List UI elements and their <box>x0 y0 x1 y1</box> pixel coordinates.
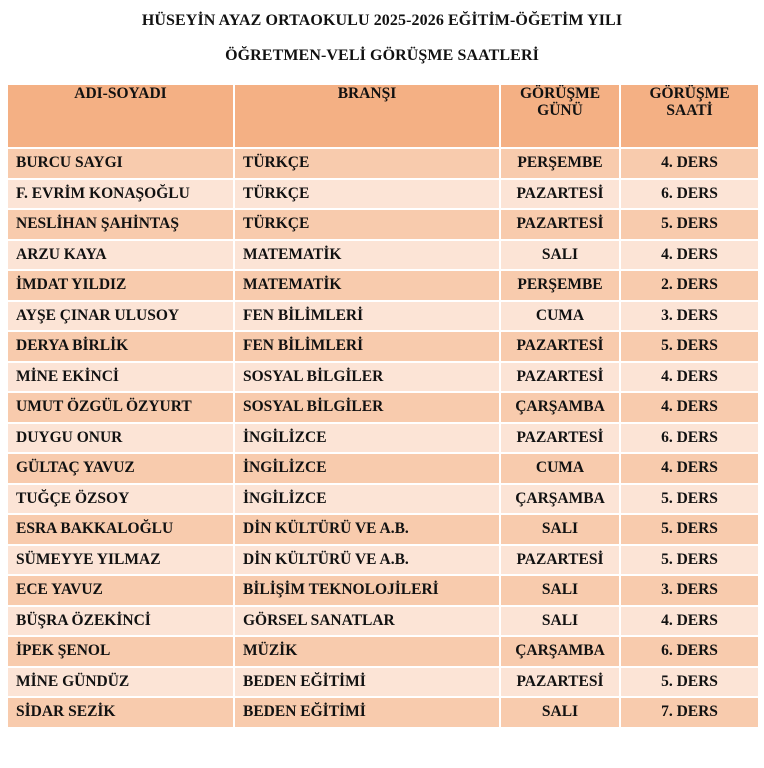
table-row <box>7 667 759 698</box>
teacher-name-cell: GÜLTAÇ YAVUZ <box>7 453 234 484</box>
table-row <box>7 697 759 728</box>
meeting-time-cell: 2. DERS <box>620 270 759 301</box>
branch-cell: DİN KÜLTÜRÜ VE A.B. <box>234 514 500 545</box>
meeting-time-cell: 4. DERS <box>620 362 759 393</box>
meeting-time-cell: 5. DERS <box>620 331 759 362</box>
meeting-time-cell: 3. DERS <box>620 575 759 606</box>
meeting-day-cell: PAZARTESİ <box>500 545 620 576</box>
meeting-time-cell: 5. DERS <box>620 514 759 545</box>
meeting-time-cell: 5. DERS <box>620 667 759 698</box>
branch-cell: İNGİLİZCE <box>234 484 500 515</box>
branch-cell: BEDEN EĞİTİMİ <box>234 697 500 728</box>
meeting-time-cell: 4. DERS <box>620 148 759 179</box>
teacher-name-cell: BURCU SAYGI <box>7 148 234 179</box>
column-header-day <box>500 84 620 148</box>
table-row <box>7 575 759 606</box>
branch-cell: TÜRKÇE <box>234 148 500 179</box>
meeting-day-cell: PERŞEMBE <box>500 270 620 301</box>
teacher-name-cell: ECE YAVUZ <box>7 575 234 606</box>
teacher-name-cell: MİNE GÜNDÜZ <box>7 667 234 698</box>
column-header-name <box>7 84 234 148</box>
table-row <box>7 545 759 576</box>
meeting-time-cell: 5. DERS <box>620 484 759 515</box>
meeting-day-cell: SALI <box>500 606 620 637</box>
meeting-day-cell: PAZARTESİ <box>500 667 620 698</box>
meeting-day-cell: PAZARTESİ <box>500 423 620 454</box>
table-row <box>7 270 759 301</box>
meeting-time-cell: 5. DERS <box>620 545 759 576</box>
column-header-time-line2: SAATİ <box>666 102 713 119</box>
teacher-name-cell: F. EVRİM KONAŞOĞLU <box>7 179 234 210</box>
meeting-day-cell: ÇARŞAMBA <box>500 484 620 515</box>
meeting-day-cell: ÇARŞAMBA <box>500 636 620 667</box>
branch-cell: İNGİLİZCE <box>234 423 500 454</box>
table-row <box>7 453 759 484</box>
meeting-day-cell: SALI <box>500 697 620 728</box>
meeting-day-cell: CUMA <box>500 453 620 484</box>
teacher-name-cell: ESRA BAKKALOĞLU <box>7 514 234 545</box>
table-row <box>7 301 759 332</box>
column-header-time <box>620 84 759 148</box>
meeting-time-cell: 4. DERS <box>620 240 759 271</box>
meeting-day-cell: ÇARŞAMBA <box>500 392 620 423</box>
schedule-table <box>6 83 760 729</box>
meeting-time-cell: 5. DERS <box>620 209 759 240</box>
meeting-day-cell: SALI <box>500 514 620 545</box>
teacher-name-cell: DUYGU ONUR <box>7 423 234 454</box>
branch-cell: DİN KÜLTÜRÜ VE A.B. <box>234 545 500 576</box>
column-header-name-label: ADI-SOYADI <box>74 85 167 102</box>
branch-cell: BİLİŞİM TEKNOLOJİLERİ <box>234 575 500 606</box>
meeting-time-cell: 4. DERS <box>620 392 759 423</box>
table-row <box>7 606 759 637</box>
meeting-day-cell: PERŞEMBE <box>500 148 620 179</box>
table-row <box>7 179 759 210</box>
teacher-name-cell: İPEK ŞENOL <box>7 636 234 667</box>
teacher-name-cell: DERYA BİRLİK <box>7 331 234 362</box>
meeting-day-cell: PAZARTESİ <box>500 362 620 393</box>
teacher-name-cell: İMDAT YILDIZ <box>7 270 234 301</box>
branch-cell: MÜZİK <box>234 636 500 667</box>
meeting-time-cell: 7. DERS <box>620 697 759 728</box>
table-row <box>7 484 759 515</box>
teacher-name-cell: UMUT ÖZGÜL ÖZYURT <box>7 392 234 423</box>
branch-cell: GÖRSEL SANATLAR <box>234 606 500 637</box>
teacher-name-cell: ARZU KAYA <box>7 240 234 271</box>
branch-cell: TÜRKÇE <box>234 209 500 240</box>
column-header-day-line1: GÖRÜŞME <box>519 85 601 102</box>
table-row <box>7 423 759 454</box>
meeting-time-cell: 6. DERS <box>620 423 759 454</box>
table-row <box>7 148 759 179</box>
table-row <box>7 514 759 545</box>
meeting-day-cell: SALI <box>500 240 620 271</box>
table-row <box>7 392 759 423</box>
meeting-time-cell: 3. DERS <box>620 301 759 332</box>
table-row <box>7 331 759 362</box>
meeting-time-cell: 4. DERS <box>620 606 759 637</box>
teacher-name-cell: NESLİHAN ŞAHİNTAŞ <box>7 209 234 240</box>
table-body <box>7 148 759 728</box>
branch-cell: SOSYAL BİLGİLER <box>234 362 500 393</box>
branch-cell: MATEMATİK <box>234 240 500 271</box>
column-header-time-line1: GÖRÜŞME <box>649 85 730 102</box>
header-row <box>7 84 759 148</box>
meeting-day-cell: CUMA <box>500 301 620 332</box>
meeting-day-cell: PAZARTESİ <box>500 179 620 210</box>
branch-cell: FEN BİLİMLERİ <box>234 301 500 332</box>
teacher-name-cell: TUĞÇE ÖZSOY <box>7 484 234 515</box>
table-row <box>7 362 759 393</box>
table-row <box>7 240 759 271</box>
meeting-time-cell: 6. DERS <box>620 636 759 667</box>
teacher-name-cell: SÜMEYYE YILMAZ <box>7 545 234 576</box>
table-header <box>7 84 759 148</box>
page-subtitle: ÖĞRETMEN-VELİ GÖRÜŞME SAATLERİ <box>225 47 539 64</box>
column-header-branch <box>234 84 500 148</box>
teacher-name-cell: AYŞE ÇINAR ULUSOY <box>7 301 234 332</box>
meeting-day-cell: SALI <box>500 575 620 606</box>
teacher-name-cell: SİDAR SEZİK <box>7 697 234 728</box>
meeting-time-cell: 6. DERS <box>620 179 759 210</box>
teacher-name-cell: BÜŞRA ÖZEKİNCİ <box>7 606 234 637</box>
branch-cell: BEDEN EĞİTİMİ <box>234 667 500 698</box>
branch-cell: SOSYAL BİLGİLER <box>234 392 500 423</box>
column-header-branch-label: BRANŞI <box>337 85 397 102</box>
branch-cell: İNGİLİZCE <box>234 453 500 484</box>
meeting-time-cell: 4. DERS <box>620 453 759 484</box>
table-row <box>7 209 759 240</box>
meeting-day-cell: PAZARTESİ <box>500 331 620 362</box>
branch-cell: MATEMATİK <box>234 270 500 301</box>
branch-cell: TÜRKÇE <box>234 179 500 210</box>
page-title: HÜSEYİN AYAZ ORTAOKULU 2025-2026 EĞİTİM-ÖĞETİM YILI <box>141 12 623 29</box>
branch-cell: FEN BİLİMLERİ <box>234 331 500 362</box>
meeting-day-cell: PAZARTESİ <box>500 209 620 240</box>
teacher-name-cell: MİNE EKİNCİ <box>7 362 234 393</box>
table-row <box>7 636 759 667</box>
column-header-day-line2: GÜNÜ <box>537 102 583 119</box>
